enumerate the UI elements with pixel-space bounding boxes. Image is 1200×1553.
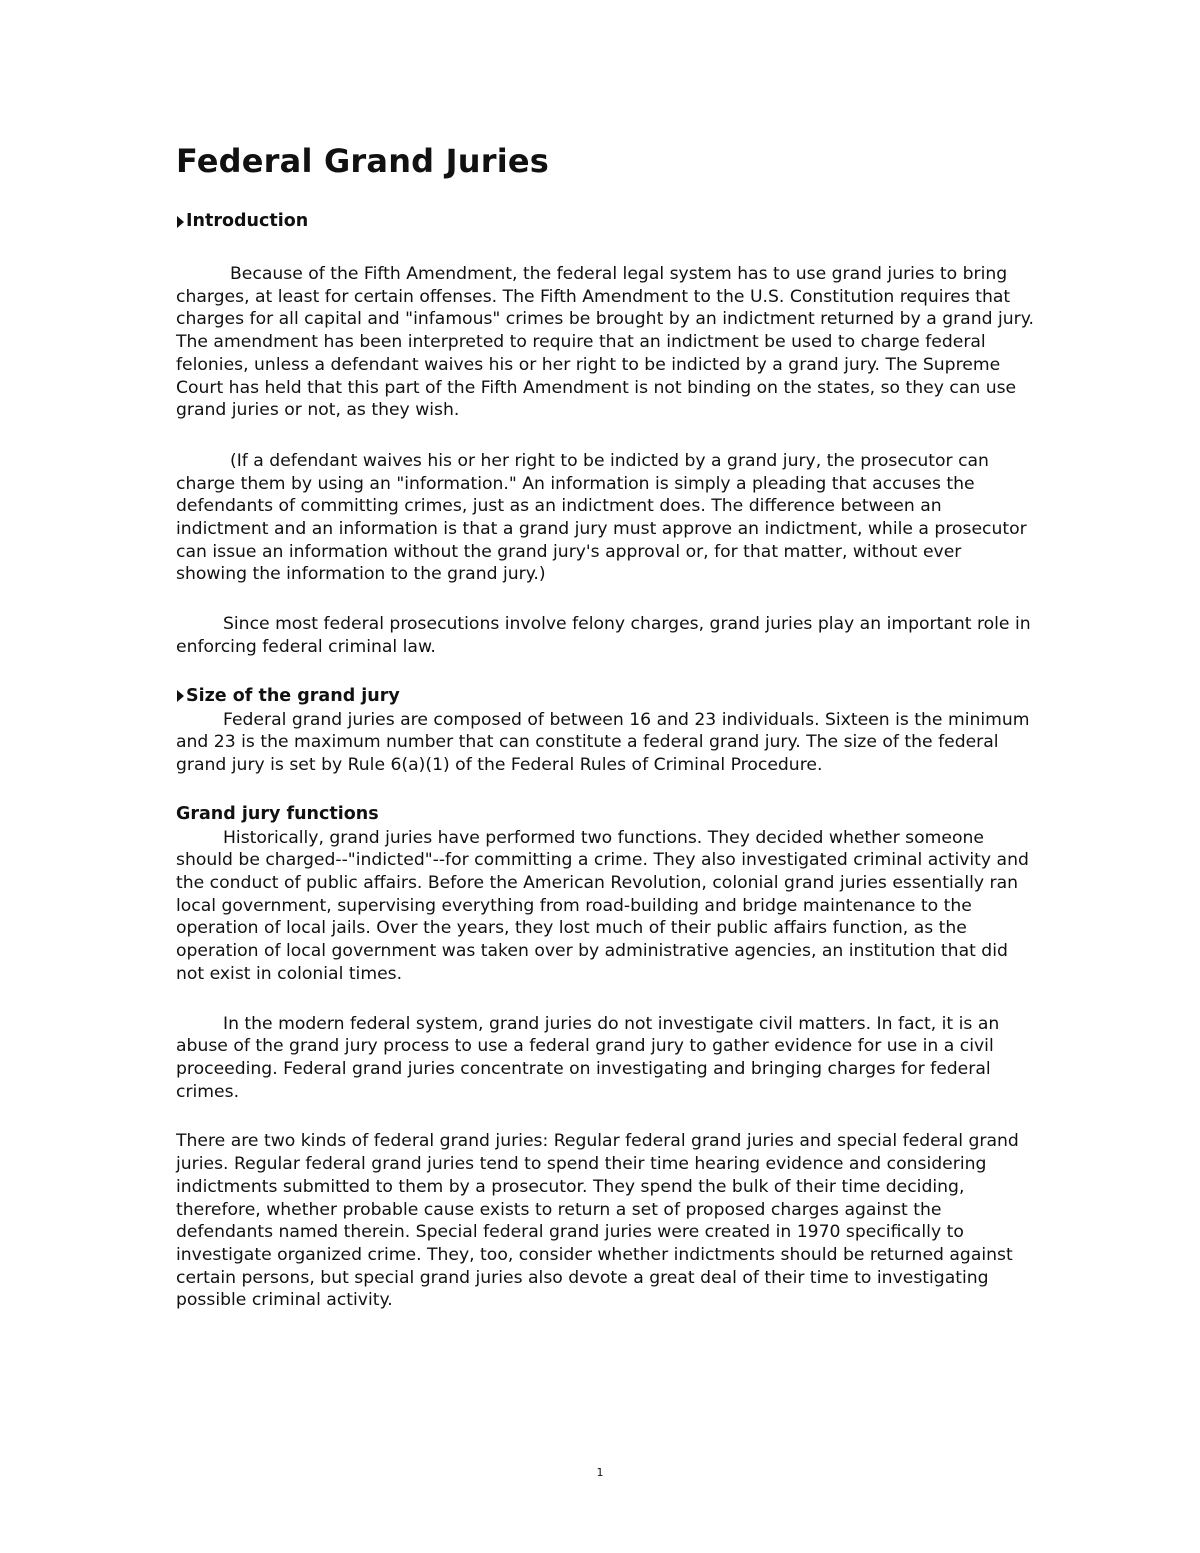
section-heading-functions [176,803,1036,826]
page-number: 1 [596,1466,604,1479]
arrow-right-icon [177,690,184,702]
paragraph: In the modern federal system, grand juries do not investigate civil matters. In fact, it is an abuse of the grand jury process to use a federal grand jury to gather evidence for use in a civil proceeding. Federal grand juries concentrate on investigating and bringing charges for federal crimes. [176,1013,1000,1102]
paragraph: (If a defendant waives his or her right to be indicted by a grand jury, the prosecutor can charge them by using an "information." An information is simply a pleading that accuses the defendants of committing crimes, just as an indictment does. The difference between an indictment and an information is that a grand jury must approve an indictment, while a prosecutor can issue an information without the grand jury's approval or, for that matter, without ever showing the information to the grand jury.) [176,450,1027,585]
arrow-right-icon [177,216,184,228]
paragraph: Historically, grand juries have performed two functions. They decided whether someone should be charged--"indicted"--for committing a crime. They also investigated criminal activity and the conduct of public affairs. Before the American Revolution, colonial grand juries essentially ran local government, supervising everything from road-building and bridge maintenance to the operation of local jails. Over the years, they lost much of their public affairs function, as the operation of local government was taken over by administrative agencies, an institution that did not exist in colonial times. [176,827,1029,984]
paragraph: There are two kinds of federal grand juries: Regular federal grand juries and special federal grand juries. Regular federal grand juries tend to spend their time hearing evidence and considering indictments submitted to them by a prosecutor. They spend the bulk of their time deciding, therefore, whether probable cause exists to return a set of proposed charges against the defendants named therein. Special federal grand juries were created in 1970 specifically to investigate organized crime. They, too, consider whether indictments should be returned against certain persons, but special grand juries also devote a great deal of their time to investigating possible criminal activity. [176,1131,1019,1311]
document-body [176,140,1036,1312]
section-heading-label: Grand jury functions [176,803,379,824]
section-heading-label: Size of the grand jury [186,685,400,706]
paragraph: Since most federal prosecutions involve felony charges, grand juries play an important role in enforcing federal criminal law. [176,614,1031,657]
paragraph: Federal grand juries are composed of between 16 and 23 individuals. Sixteen is the minimum and 23 is the maximum number that can constitute a federal grand jury. The size of the federal grand jury is set by Rule 6(a)(1) of the Federal Rules of Criminal Procedure. [176,709,1030,775]
document-title: Federal Grand Juries [176,142,550,180]
section-heading-label: Introduction [186,211,309,231]
section-heading-size [176,685,1036,708]
paragraph: Because of the Fifth Amendment, the federal legal system has to use grand juries to bring charges, at least for certain offenses. The Fifth Amendment to the U.S. Constitution requires that charges for all capital and "infamous" crimes be brought by an indictment returned by a grand jury. The amendment has been interpreted to require that an indictment be used to charge federal felonies, unless a defendant waives his or her right to be indicted by a grand jury. The Supreme Court has held that this part of the Fifth Amendment is not binding on the states, so they can use grand juries or not, as they wish. [176,264,1034,421]
section-heading-introduction [176,210,1036,233]
